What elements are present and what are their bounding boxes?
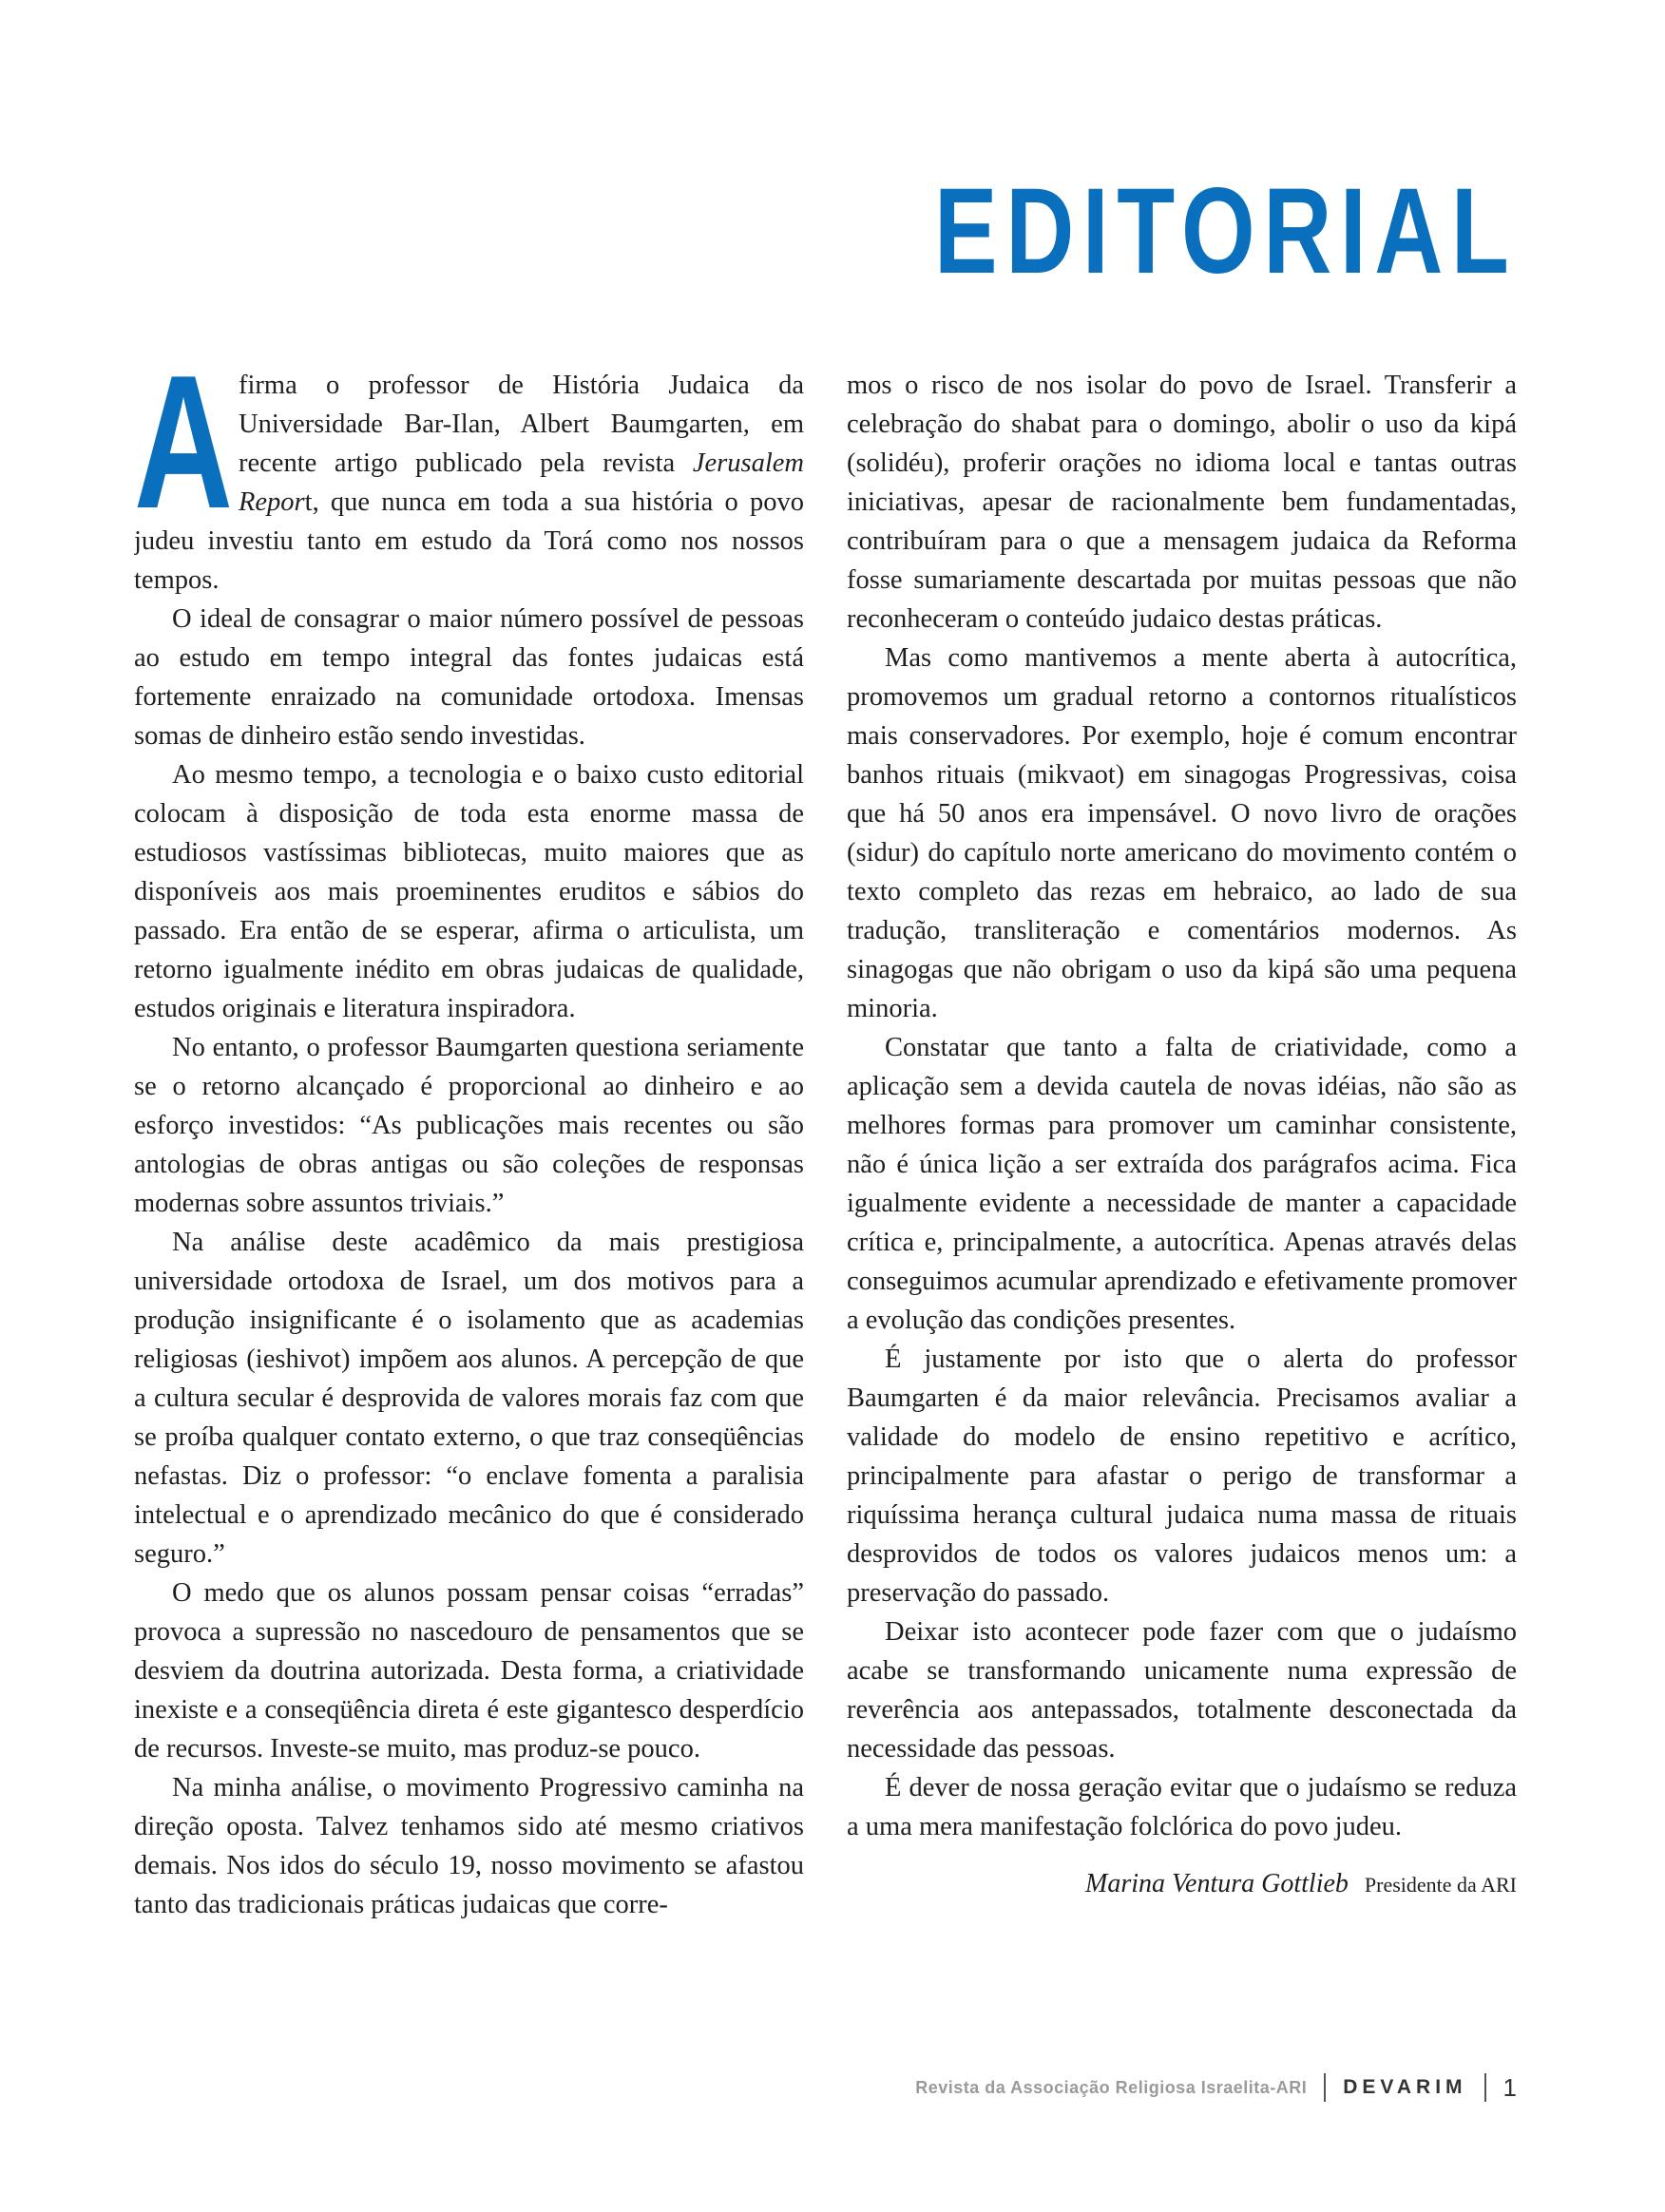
footer-divider bbox=[1484, 2073, 1486, 2102]
paragraph-11: É justamente por isto que o alerta do professor Baumgarten é da maior relevância. Precisamos avaliar a validade do modelo de ensino repetitivo e acrítico, principalmente para afastar o perigo de transformar a riquíssima herança cultural judaica numa massa de rituais desprovidos de todos os valores judaicos menos um: a preservação do passado. bbox=[847, 1344, 1517, 1608]
page-footer bbox=[915, 2071, 1517, 2104]
drop-cap: A bbox=[134, 366, 233, 548]
right-column bbox=[847, 366, 1517, 1934]
paragraph-7: Na minha análise, o movimento Progressivo caminha na direção oposta. Talvez tenhamos sido até mesmo criativos demais. Nos idos do século 19, nosso movimento se afastou tanto das tradicionais práticas judaicas que corre- bbox=[134, 1773, 804, 1919]
page-number: 1 bbox=[1502, 2072, 1517, 2102]
paragraph-5: Na análise deste acadêmico da mais prestigiosa universidade ortodoxa de Israel, um dos motivos para a produção insignificante é o isolamento que as academias religiosas (ieshivot) impõem aos alunos. A percepção de que a cultura secular é desprovida de valores morais faz com que se proíba qualquer contato externo, o que traz conseqüências nefastas. Diz o professor: “o enclave fomenta a paralisia intelectual e o aprendizado mecânico do que é considerado seguro.” bbox=[134, 1228, 804, 1569]
left-column bbox=[134, 366, 804, 1934]
article-body bbox=[134, 366, 1517, 1934]
paragraph-3: Ao mesmo tempo, a tecnologia e o baixo custo editorial colocam à disposição de toda esta enorme massa de estudiosos vastíssimas bibliotecas, muito maiores que as disponíveis aos mais proeminentes eruditos e sábios do passado. Era então de se esperar, afirma o articulista, um retorno igualmente inédito em obras judaicas de qualidade, estudos originais e literatura inspiradora. bbox=[134, 760, 804, 1023]
author-role: Presidente da ARI bbox=[1364, 1873, 1517, 1897]
publication-name: Revista da Associação Religiosa Israelita-ARI bbox=[915, 2077, 1308, 2097]
paragraph-13: É dever de nossa geração evitar que o judaísmo se reduza a uma mera manifestação folclórica do povo judeu. bbox=[847, 1773, 1517, 1841]
footer-divider bbox=[1324, 2073, 1326, 2102]
paragraph-1-text-b: t, que nunca em toda a sua história o povo judeu investiu tanto em estudo da Torá como nos nossos tempos. bbox=[134, 487, 804, 595]
paragraph-4: No entanto, o professor Baumgarten questiona seriamente se o retorno alcançado é proporcional ao dinheiro e ao esforço investidos: “As publicações mais recentes ou são antologias de obras antigas ou são coleções de responsas modernas sobre assuntos triviais.” bbox=[134, 1033, 804, 1218]
paragraph-2: O ideal de consagrar o maior número possível de pessoas ao estudo em tempo integral das fontes judaicas está fortemente enraizado na comunidade ortodoxa. Imensas somas de dinheiro estão sendo investidas. bbox=[134, 604, 804, 751]
paragraph-1-text-a: firma o professor de História Judaica da Universidade Bar-Ilan, Albert Baumgarten, em recente artigo publicado pela revista bbox=[239, 371, 804, 478]
magazine-name: Jerusalem Repor bbox=[239, 448, 804, 517]
page-title: EDITORIAL bbox=[933, 163, 1517, 299]
magazine-title: DEVARIM bbox=[1343, 2076, 1467, 2098]
paragraph-9: Mas como mantivemos a mente aberta à autocrítica, promovemos um gradual retorno a contornos ritualísticos mais conservadores. Por exemplo, hoje é comum encontrar banhos rituais (mikvaot) em sinagogas Progressivas, coisa que há 50 anos era impensável. O novo livro de orações (sidur) do capítulo norte americano do movimento contém o texto completo das rezas em hebraico, ao lado de sua tradução, transliteração e comentários modernos. As sinagogas que não obrigam o uso da kipá são uma pequena minoria. bbox=[847, 643, 1517, 1023]
paragraph-10: Constatar que tanto a falta de criatividade, como a aplicação sem a devida cautela de novas idéias, não são as melhores formas para promover um caminhar consistente, não é única lição a ser extraída dos parágrafos acima. Fica igualmente evidente a necessidade de manter a capacidade crítica e, principalmente, a autocrítica. Apenas através delas conseguimos acumular aprendizado e efetivamente promover a evolução das condições presentes. bbox=[847, 1033, 1517, 1335]
paragraph-8: mos o risco de nos isolar do povo de Israel. Transferir a celebração do shabat para o domingo, abolir o uso da kipá (solidéu), proferir orações no idioma local e tantas outras iniciativas, apesar de racionalmente bem fundamentadas, contribuíram para o que a mensagem judaica da Reforma fosse sumariamente descartada por muitas pessoas que não reconheceram o conteúdo judaico destas práticas. bbox=[847, 371, 1517, 634]
paragraph-12: Deixar isto acontecer pode fazer com que o judaísmo acabe se transformando unicamente numa expressão de reverência aos antepassados, totalmente desconectada da necessidade das pessoas. bbox=[847, 1617, 1517, 1764]
author-name: Marina Ventura Gottlieb bbox=[1085, 1869, 1349, 1898]
signature bbox=[847, 1869, 1517, 1899]
paragraph-6: O medo que os alunos possam pensar coisas “erradas” provoca a supressão no nascedouro de pensamentos que se desviem da doutrina autorizada. Desta forma, a criatividade inexiste e a conseqüência direta é este gigantesco desperdício de recursos. Investe-se muito, mas produz-se pouco. bbox=[134, 1578, 804, 1764]
paragraph-1 bbox=[134, 366, 804, 600]
